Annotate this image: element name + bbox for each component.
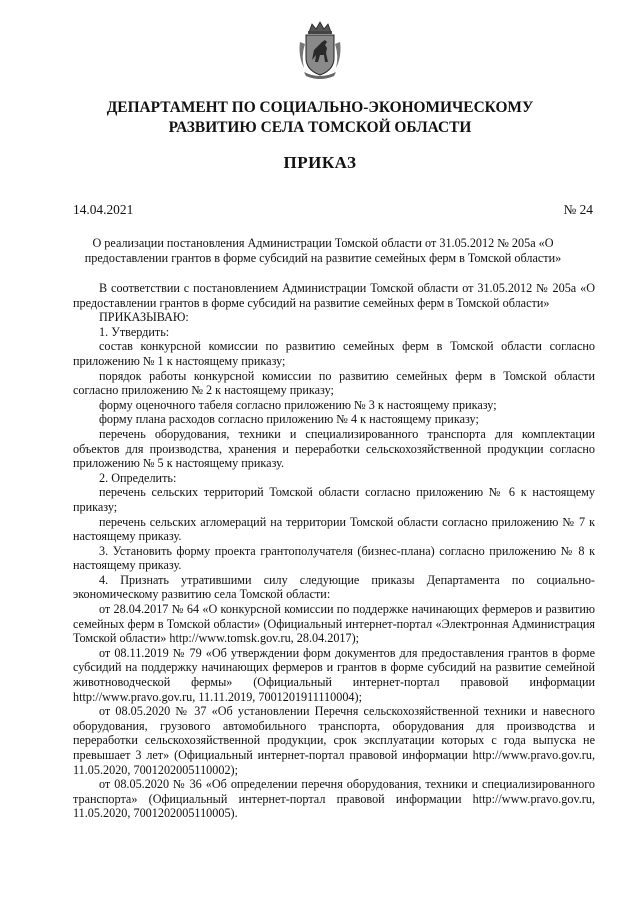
repealed-order-item: от 08.05.2020 № 36 «Об определении перечня оборудования, техники и специализированного транспорта» (Официальный интернет-портал правовой информации http://www.pravo.gov.ru, 11.05.2020, 7001202005110005). [73,777,595,821]
clause-2-heading: 2. Определить: [99,470,177,485]
repealed-order-item: от 08.11.2019 № 79 «Об утверждении форм документов для предоставления грантов в форме субсидий на поддержку начинающих фермеров и грантов в форме субсидий на развитие семейной животноводческой фермы» (Официальный интернет-портал правовой информации http://www.pravo.gov.ru, 11.11.2019, 7001201911110004); [73,645,595,704]
clause-1-heading: 1. Утвердить: [99,324,170,339]
department-line-1: ДЕПАРТАМЕНТ ПО СОЦИАЛЬНО-ЭКОНОМИЧЕСКОМУ [106,99,534,116]
order-date: 14.04.2021 [73,202,134,217]
clause-1-item: перечень оборудования, техники и специализированного транспорта для комплектации объектов для производства, хранения и переработки сельскохозяйственной продукции согласно приложению № 5 к настоящему приказу. [73,426,595,471]
clause-1-item: форму оценочного табеля согласно приложению № 3 к настоящему приказу; [99,397,497,412]
document-type: ПРИКАЗ [283,153,357,172]
clause-1-item: форму плана расходов согласно приложению № 4 к настоящему приказу; [99,412,479,427]
order-number: № 24 [563,202,593,217]
clause-1-item: состав конкурсной комиссии по развитию семейных ферм в Томской области согласно приложению № 1 к настоящему приказу; [73,339,595,368]
order-body [73,281,595,821]
order-directive: ПРИКАЗЫВАЮ: [99,310,189,325]
clause-2-item: перечень сельских территорий Томской области согласно приложению № 6 к настоящему приказу; [73,485,595,514]
department-name [60,98,580,138]
repealed-order-item: от 08.05.2020 № 37 «Об установлении Перечня сельскохозяйственной техники и навесного оборудования, грузового автомобильного транспорта, оборудования для производства и переработки сельскохозяйственной продукции, срок эксплуатации которых с года выпуска не превышает 3 лет» (Официальный интернет-портал правовой информации http://www.pravo.gov.ru, 11.05.2020, 7001202005110002); [73,704,595,777]
clause-3: 3. Установить форму проекта грантополучателя (бизнес-плана) согласно приложению № 8 к настоящему приказу. [73,543,595,573]
preamble-paragraph: В соответствии с постановлением Администрации Томской области от 31.05.2012 № 205а «О предоставлении грантов в форме субсидий на развитие семейных ферм в Томской области» [73,281,595,310]
clause-1-item: порядок работы конкурсной комиссии по развитию семейных ферм в Томской области согласно приложению № 2 к настоящему приказу; [73,368,595,398]
department-line-2: РАЗВИТИЮ СЕЛА ТОМСКОЙ ОБЛАСТИ [168,119,472,136]
order-subject: О реализации постановления Администрации Томской области от 31.05.2012 № 205а «О предоставлении грантов в форме субсидий на развитие семейных ферм в Томской области» [84,236,562,265]
tomsk-coat-of-arms-icon [296,20,344,80]
repealed-order-item: от 28.04.2017 № 64 «О конкурсной комиссии по поддержке начинающих фермеров и развитию семейных ферм в Томской области» (Официальный интернет-портал «Электронная Администрация Томской области» http://www.tomsk.gov.ru, 28.04.2017); [73,602,595,646]
clause-2-item: перечень сельских агломераций на территории Томской области согласно приложению № 7 к настоящему приказу. [73,514,595,544]
clause-4-heading: 4. Признать утратившими силу следующие приказы Департамента по социально-экономическому развитию села Томской области: [73,572,595,602]
